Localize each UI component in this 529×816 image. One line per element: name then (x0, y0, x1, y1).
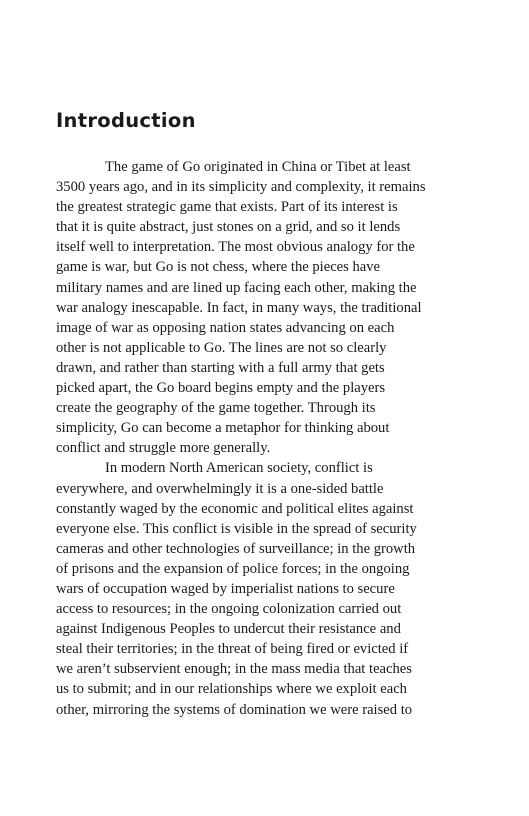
paragraph-line: us to submit; and in our relationships where we exploit each (56, 681, 407, 698)
paragraph-line: other, mirroring the systems of domination we were raised to (56, 701, 413, 718)
paragraph-line: against Indigenous Peoples to undercut their resistance and (56, 621, 401, 638)
paragraph-line: access to resources; in the ongoing colonization carried out (56, 601, 402, 618)
paragraph-line: image of war as opposing nation states advancing on each (56, 319, 395, 336)
paragraph-line: war analogy inescapable. In fact, in many ways, the traditional (56, 299, 422, 316)
paragraph-line: the greatest strategic game that exists. Part of its interest is (56, 199, 398, 216)
paragraph-line: picked apart, the Go board begins empty and the players (56, 380, 386, 397)
paragraph-line: conflict and struggle more generally. (56, 440, 271, 457)
paragraph-line: The game of Go originated in China or Tibet at least (105, 159, 411, 175)
paragraph-line: drawn, and rather than starting with a full army that gets (56, 359, 385, 376)
paragraph-line: of prisons and the expansion of police forces; in the ongoing (56, 560, 410, 577)
paragraph-line: other is not applicable to Go. The lines are not so clearly (56, 339, 387, 356)
paragraph-line: cameras and other technologies of surveillance; in the growth (56, 540, 416, 557)
paragraph-line: wars of occupation waged by imperialist nations to secure (56, 580, 395, 597)
paragraph-line: game is war, but Go is not chess, where the pieces have (56, 259, 381, 276)
paragraph-line: create the geography of the game together. Through its (56, 400, 376, 417)
paragraph-line: military names and are lined up facing each other, making the (56, 279, 417, 296)
paragraph-line: everyone else. This conflict is visible in the spread of security (56, 520, 417, 537)
paragraph-line: itself well to interpretation. The most obvious analogy for the (56, 239, 415, 256)
paragraph-line: everywhere, and overwhelmingly it is a one-sided battle (56, 480, 384, 497)
paragraph-line: simplicity, Go can become a metaphor for thinking about (56, 420, 390, 437)
paragraph-line: In modern North American society, conflict is (105, 460, 373, 477)
paragraph-line: that it is quite abstract, just stones on a grid, and so it lends (56, 219, 401, 236)
paragraph-line: we aren’t subservient enough; in the mass media that teaches (56, 661, 412, 678)
chapter-title: Introduction (56, 109, 196, 132)
body-text (56, 157, 476, 720)
paragraph-line: constantly waged by the economic and political elites against (56, 500, 414, 517)
paragraph-line: 3500 years ago, and in its simplicity and complexity, it remains (56, 179, 426, 196)
paragraph-line: steal their territories; in the threat of being fired or evicted if (56, 641, 409, 658)
